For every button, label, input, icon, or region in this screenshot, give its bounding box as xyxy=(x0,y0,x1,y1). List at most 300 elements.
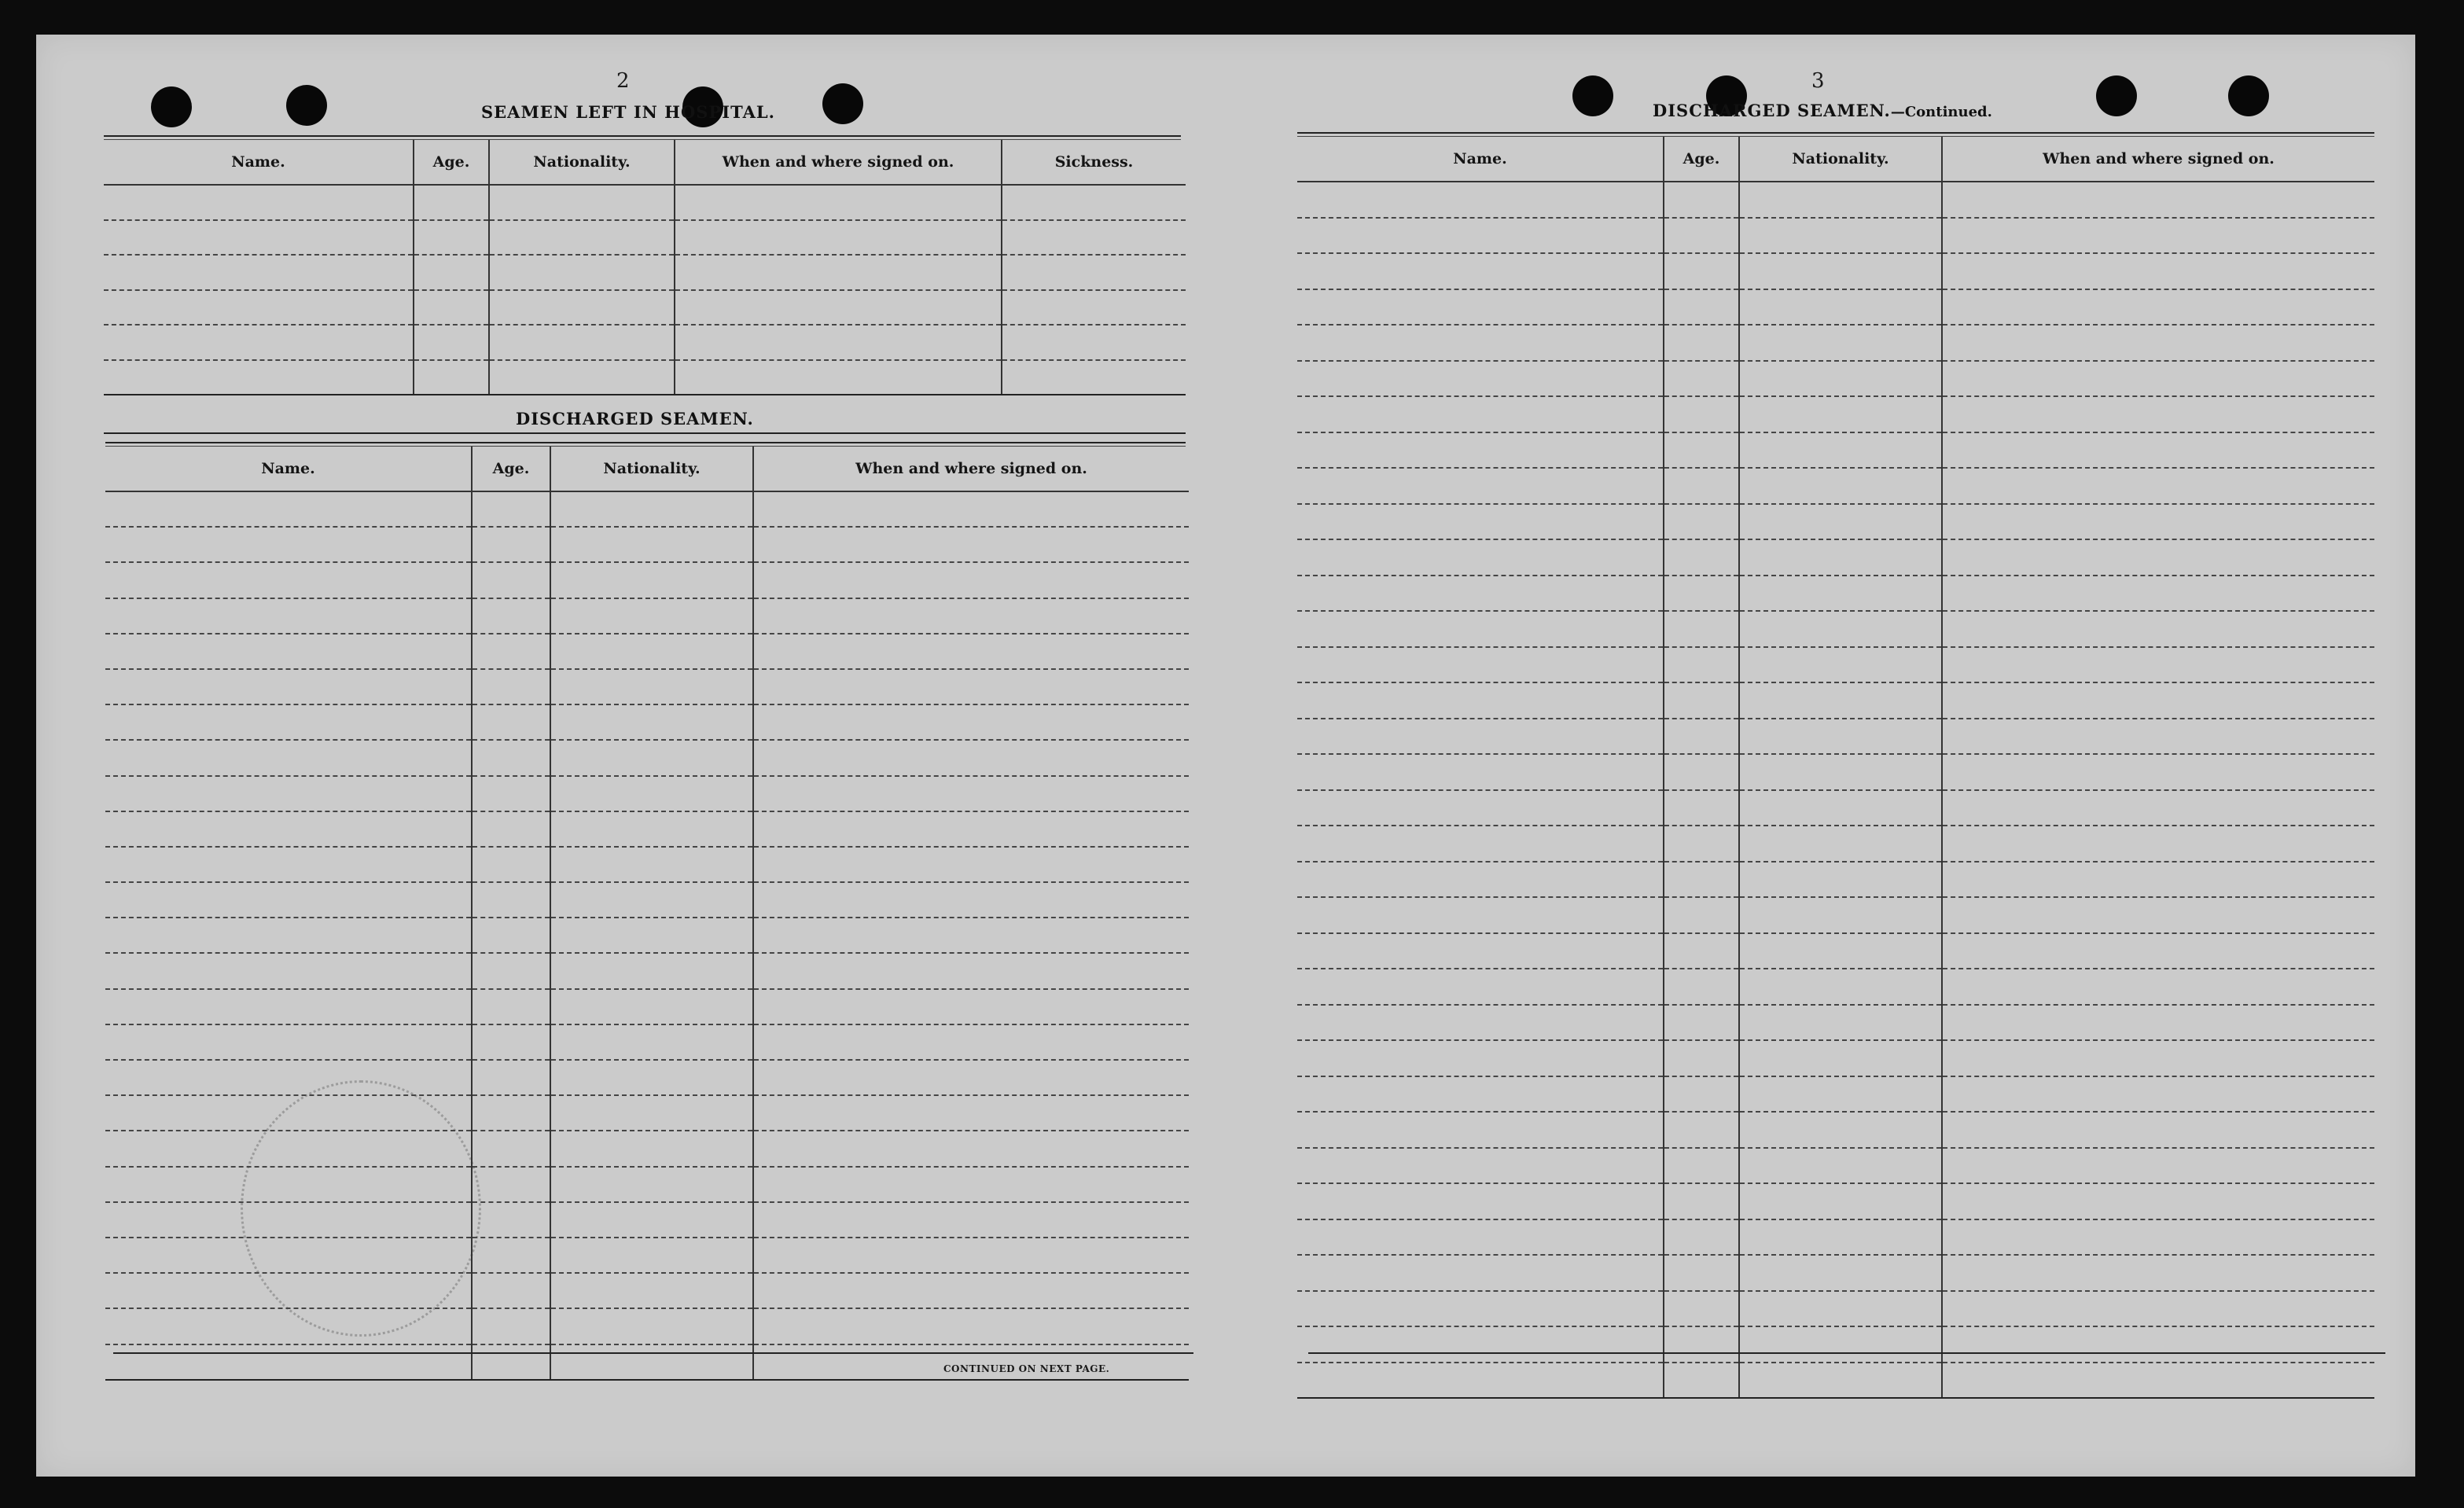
blank-cell xyxy=(1297,1291,1664,1327)
table-row xyxy=(1297,289,2374,326)
table-row xyxy=(105,1202,1189,1238)
blank-cell xyxy=(753,562,1189,598)
blank-cell xyxy=(1664,1326,1739,1363)
blank-cell xyxy=(550,634,753,669)
blank-cell xyxy=(1739,1219,1942,1256)
table-row xyxy=(105,1167,1189,1202)
column-header-age: Age. xyxy=(1664,137,1739,182)
blank-cell xyxy=(1942,539,2374,576)
table-row xyxy=(105,847,1189,882)
blank-cell xyxy=(489,290,675,326)
blank-cell xyxy=(104,360,414,395)
blank-cell xyxy=(675,290,1002,326)
blank-cell xyxy=(550,527,753,562)
blank-cell xyxy=(1942,719,2374,755)
blank-cell xyxy=(1664,719,1739,755)
blank-cell xyxy=(105,598,472,634)
table-row xyxy=(105,953,1189,988)
blank-cell xyxy=(1942,1040,2374,1076)
blank-cell xyxy=(1739,1076,1942,1113)
blank-cell xyxy=(472,1167,550,1202)
rule-bottom-left xyxy=(113,1352,1193,1354)
blank-cell xyxy=(1942,611,2374,647)
table-row xyxy=(1297,325,2374,361)
blank-cell xyxy=(753,776,1189,811)
table-row xyxy=(1297,862,2374,898)
blank-cell xyxy=(1002,220,1186,256)
table-row xyxy=(105,491,1189,527)
blank-cell xyxy=(105,740,472,775)
blank-cell xyxy=(1942,826,2374,862)
blank-cell xyxy=(753,1273,1189,1308)
blank-cell xyxy=(1664,647,1739,683)
table-row xyxy=(1297,253,2374,289)
blank-cell xyxy=(753,1202,1189,1238)
blank-cell xyxy=(1739,611,1942,647)
blank-cell xyxy=(472,1060,550,1095)
blank-cell xyxy=(472,598,550,634)
blank-cell xyxy=(104,255,414,290)
blank-cell xyxy=(1664,969,1739,1005)
table-row xyxy=(105,776,1189,811)
blank-cell xyxy=(1739,396,1942,432)
blank-cell xyxy=(1942,969,2374,1005)
table-row xyxy=(104,325,1186,360)
blank-cell xyxy=(1942,1326,2374,1363)
blank-cell xyxy=(489,325,675,360)
blank-cell xyxy=(550,1024,753,1060)
blank-cell xyxy=(1297,1326,1664,1363)
blank-cell xyxy=(1739,1326,1942,1363)
blank-cell xyxy=(550,776,753,811)
blank-cell xyxy=(105,527,472,562)
blank-cell xyxy=(1297,289,1664,326)
blank-cell xyxy=(753,1238,1189,1273)
blank-cell xyxy=(753,1024,1189,1060)
blank-cell xyxy=(105,918,472,953)
table-row xyxy=(105,989,1189,1024)
blank-cell xyxy=(1297,826,1664,862)
blank-cell xyxy=(1942,325,2374,361)
blank-cell xyxy=(1002,325,1186,360)
blank-cell xyxy=(1739,719,1942,755)
blank-cell xyxy=(104,290,414,326)
blank-cell xyxy=(414,290,489,326)
column-header-sickness: Sickness. xyxy=(1002,140,1186,185)
blank-cell xyxy=(1297,969,1664,1005)
table-row xyxy=(105,1308,1189,1344)
blank-cell xyxy=(1297,1005,1664,1041)
blank-cell xyxy=(414,185,489,220)
blank-cell xyxy=(105,1167,472,1202)
blank-cell xyxy=(1664,432,1739,469)
blank-cell xyxy=(472,1344,550,1380)
punch-hole xyxy=(822,83,863,124)
blank-cell xyxy=(1002,290,1186,326)
rule-mid-left xyxy=(104,432,1186,434)
blank-cell xyxy=(472,1095,550,1131)
blank-cell xyxy=(414,255,489,290)
rule-bottom-right xyxy=(1308,1352,2385,1354)
blank-cell xyxy=(105,1344,472,1380)
blank-cell xyxy=(675,325,1002,360)
blank-cell xyxy=(1664,1255,1739,1291)
blank-cell xyxy=(1942,647,2374,683)
blank-cell xyxy=(1664,790,1739,826)
blank-cell xyxy=(675,255,1002,290)
table-row xyxy=(1297,1112,2374,1148)
blank-cell xyxy=(550,669,753,704)
blank-cell xyxy=(472,953,550,988)
blank-cell xyxy=(105,882,472,918)
table-row xyxy=(1297,1076,2374,1113)
blank-cell xyxy=(550,1273,753,1308)
blank-cell xyxy=(1739,432,1942,469)
blank-cell xyxy=(1739,790,1942,826)
column-header-age: Age. xyxy=(414,140,489,185)
hospital-table xyxy=(104,140,1186,395)
blank-cell xyxy=(1297,396,1664,432)
blank-cell xyxy=(105,669,472,704)
blank-cell xyxy=(550,1202,753,1238)
blank-cell xyxy=(550,491,753,527)
blank-cell xyxy=(105,1060,472,1095)
blank-cell xyxy=(105,704,472,740)
table-row xyxy=(1297,969,2374,1005)
blank-cell xyxy=(550,1095,753,1131)
blank-cell xyxy=(1664,1076,1739,1113)
column-header-name: Name. xyxy=(1297,137,1664,182)
table-row xyxy=(1297,790,2374,826)
blank-cell xyxy=(1664,1005,1739,1041)
blank-cell xyxy=(550,562,753,598)
blank-cell xyxy=(1297,754,1664,790)
blank-cell xyxy=(1942,1291,2374,1327)
table-row xyxy=(1297,682,2374,719)
blank-cell xyxy=(1739,1112,1942,1148)
column-header-nationality: Nationality. xyxy=(550,447,753,491)
blank-cell xyxy=(1664,1219,1739,1256)
blank-cell xyxy=(1942,933,2374,969)
table-row xyxy=(104,185,1186,220)
blank-cell xyxy=(550,740,753,775)
blank-cell xyxy=(104,325,414,360)
blank-cell xyxy=(550,918,753,953)
blank-cell xyxy=(1297,862,1664,898)
blank-cell xyxy=(1739,682,1942,719)
blank-cell xyxy=(472,1238,550,1273)
blank-cell xyxy=(1664,576,1739,612)
blank-cell xyxy=(105,634,472,669)
blank-cell xyxy=(753,918,1189,953)
blank-cell xyxy=(472,669,550,704)
table-row xyxy=(105,740,1189,775)
table-row xyxy=(105,811,1189,847)
blank-cell xyxy=(1664,1291,1739,1327)
table-row xyxy=(1297,826,2374,862)
blank-cell xyxy=(1664,897,1739,933)
blank-cell xyxy=(550,1131,753,1166)
blank-cell xyxy=(1664,325,1739,361)
page-number-left: 2 xyxy=(616,69,630,93)
discharged-continued-table xyxy=(1297,137,2374,1399)
blank-cell xyxy=(550,882,753,918)
blank-cell xyxy=(753,527,1189,562)
blank-cell xyxy=(105,776,472,811)
table-row xyxy=(1297,1291,2374,1327)
blank-cell xyxy=(105,1024,472,1060)
rule-top-left xyxy=(104,135,1181,137)
blank-cell xyxy=(1664,1040,1739,1076)
blank-cell xyxy=(550,811,753,847)
blank-cell xyxy=(1664,253,1739,289)
blank-cell xyxy=(1942,1363,2374,1399)
blank-cell xyxy=(1942,1183,2374,1219)
blank-cell xyxy=(472,634,550,669)
blank-cell xyxy=(489,360,675,395)
table-row xyxy=(1297,1326,2374,1363)
blank-cell xyxy=(1739,754,1942,790)
blank-cell xyxy=(753,1060,1189,1095)
blank-cell xyxy=(675,360,1002,395)
table-row xyxy=(104,220,1186,256)
punch-hole xyxy=(2096,75,2137,116)
blank-cell xyxy=(472,1308,550,1344)
blank-cell xyxy=(1297,897,1664,933)
blank-cell xyxy=(1739,897,1942,933)
punch-hole xyxy=(2228,75,2269,116)
blank-cell xyxy=(1297,611,1664,647)
blank-cell xyxy=(1664,1148,1739,1184)
blank-cell xyxy=(105,847,472,882)
blank-cell xyxy=(1297,504,1664,540)
blank-cell xyxy=(1664,611,1739,647)
punch-hole xyxy=(286,85,327,126)
table-row xyxy=(104,290,1186,326)
blank-cell xyxy=(1297,1076,1664,1113)
rule-discharged-top xyxy=(105,442,1186,443)
blank-cell xyxy=(753,669,1189,704)
blank-cell xyxy=(753,1131,1189,1166)
blank-cell xyxy=(753,811,1189,847)
blank-cell xyxy=(414,360,489,395)
blank-cell xyxy=(105,1273,472,1308)
blank-cell xyxy=(105,1095,472,1131)
table-row xyxy=(1297,1183,2374,1219)
table-row xyxy=(105,918,1189,953)
page-number-right: 3 xyxy=(1811,69,1825,93)
blank-cell xyxy=(753,1167,1189,1202)
blank-cell xyxy=(1942,862,2374,898)
blank-cell xyxy=(1664,754,1739,790)
table-row xyxy=(1297,1363,2374,1399)
blank-cell xyxy=(1739,253,1942,289)
blank-cell xyxy=(1297,1183,1664,1219)
blank-cell xyxy=(1942,1112,2374,1148)
blank-cell xyxy=(1297,253,1664,289)
blank-cell xyxy=(472,527,550,562)
blank-cell xyxy=(1739,969,1942,1005)
punch-hole xyxy=(151,86,192,127)
blank-cell xyxy=(1942,1219,2374,1256)
table-row xyxy=(104,255,1186,290)
table-row xyxy=(1297,897,2374,933)
discharged-continued-title xyxy=(1653,101,1992,120)
blank-cell xyxy=(753,882,1189,918)
table-row xyxy=(1297,1219,2374,1256)
blank-cell xyxy=(1942,897,2374,933)
table-row xyxy=(1297,1255,2374,1291)
table-row xyxy=(1297,611,2374,647)
blank-cell xyxy=(1739,218,1942,254)
column-header-name: Name. xyxy=(105,447,472,491)
blank-cell xyxy=(550,989,753,1024)
blank-cell xyxy=(675,185,1002,220)
table-row xyxy=(105,1024,1189,1060)
table-row xyxy=(104,360,1186,395)
blank-cell xyxy=(1739,325,1942,361)
table-row xyxy=(105,634,1189,669)
blank-cell xyxy=(489,220,675,256)
blank-cell xyxy=(1942,504,2374,540)
blank-cell xyxy=(472,562,550,598)
blank-cell xyxy=(1739,1040,1942,1076)
blank-cell xyxy=(472,776,550,811)
table-row xyxy=(1297,182,2374,218)
blank-cell xyxy=(1664,1363,1739,1399)
table-row xyxy=(105,669,1189,704)
blank-cell xyxy=(1739,468,1942,504)
blank-cell xyxy=(1942,396,2374,432)
table-row xyxy=(105,1131,1189,1166)
blank-cell xyxy=(1942,289,2374,326)
blank-cell xyxy=(472,882,550,918)
blank-cell xyxy=(753,598,1189,634)
blank-cell xyxy=(472,847,550,882)
blank-cell xyxy=(550,1238,753,1273)
blank-cell xyxy=(1297,468,1664,504)
blank-cell xyxy=(1739,1363,1942,1399)
blank-cell xyxy=(1739,1005,1942,1041)
table-row xyxy=(105,1095,1189,1131)
blank-cell xyxy=(1297,432,1664,469)
blank-cell xyxy=(414,220,489,256)
table-row xyxy=(105,1273,1189,1308)
blank-cell xyxy=(1664,826,1739,862)
blank-cell xyxy=(1942,1005,2374,1041)
blank-cell xyxy=(753,491,1189,527)
blank-cell xyxy=(472,811,550,847)
blank-cell xyxy=(550,598,753,634)
blank-cell xyxy=(1297,576,1664,612)
blank-cell xyxy=(550,1167,753,1202)
blank-cell xyxy=(1664,539,1739,576)
blank-cell xyxy=(105,1308,472,1344)
table-row xyxy=(1297,539,2374,576)
blank-cell xyxy=(1297,361,1664,397)
blank-cell xyxy=(472,1273,550,1308)
punch-hole xyxy=(1572,75,1613,116)
blank-cell xyxy=(414,325,489,360)
blank-cell xyxy=(1664,1112,1739,1148)
column-header-nationality: Nationality. xyxy=(1739,137,1942,182)
table-row xyxy=(1297,719,2374,755)
table-row xyxy=(105,562,1189,598)
blank-cell xyxy=(550,953,753,988)
blank-cell xyxy=(1739,826,1942,862)
blank-cell xyxy=(1739,1148,1942,1184)
discharged-continued-title-suffix: —Continued. xyxy=(1890,104,1992,120)
table-row xyxy=(1297,1005,2374,1041)
table-row xyxy=(105,882,1189,918)
blank-cell xyxy=(1664,289,1739,326)
blank-cell xyxy=(1664,468,1739,504)
document-sheet xyxy=(36,35,2415,1477)
blank-cell xyxy=(105,1202,472,1238)
blank-cell xyxy=(550,1060,753,1095)
blank-cell xyxy=(1942,468,2374,504)
blank-cell xyxy=(1942,576,2374,612)
blank-cell xyxy=(1739,1291,1942,1327)
blank-cell xyxy=(1739,361,1942,397)
blank-cell xyxy=(489,255,675,290)
blank-cell xyxy=(1739,289,1942,326)
discharged-continued-title-main: DISCHARGED SEAMEN. xyxy=(1653,101,1891,120)
blank-cell xyxy=(105,491,472,527)
hospital-section-title: SEAMEN LEFT IN HOSPITAL. xyxy=(481,102,775,122)
blank-cell xyxy=(1297,682,1664,719)
blank-cell xyxy=(550,1308,753,1344)
column-header-signed-on: When and where signed on. xyxy=(1942,137,2374,182)
table-row xyxy=(1297,504,2374,540)
blank-cell xyxy=(105,989,472,1024)
blank-cell xyxy=(753,953,1189,988)
blank-cell xyxy=(1297,1363,1664,1399)
table-row xyxy=(1297,647,2374,683)
blank-cell xyxy=(1739,576,1942,612)
blank-cell xyxy=(1297,933,1664,969)
blank-cell xyxy=(1297,719,1664,755)
blank-cell xyxy=(472,918,550,953)
table-row xyxy=(1297,754,2374,790)
blank-cell xyxy=(753,740,1189,775)
blank-cell xyxy=(472,1024,550,1060)
blank-cell xyxy=(1297,539,1664,576)
rule-top-right xyxy=(1297,132,2374,134)
blank-cell xyxy=(472,740,550,775)
blank-cell xyxy=(1297,1219,1664,1256)
blank-cell xyxy=(1297,182,1664,218)
table-row xyxy=(1297,1040,2374,1076)
blank-cell xyxy=(1739,862,1942,898)
blank-cell xyxy=(489,185,675,220)
blank-cell xyxy=(1297,1040,1664,1076)
blank-cell xyxy=(1664,182,1739,218)
blank-cell xyxy=(1664,504,1739,540)
blank-cell xyxy=(1942,432,2374,469)
blank-cell xyxy=(1942,1255,2374,1291)
column-header-signed-on: When and where signed on. xyxy=(753,447,1189,491)
blank-cell xyxy=(1297,325,1664,361)
blank-cell xyxy=(105,1238,472,1273)
blank-cell xyxy=(753,704,1189,740)
table-row xyxy=(105,527,1189,562)
blank-cell xyxy=(753,1095,1189,1131)
blank-cell xyxy=(675,220,1002,256)
blank-cell xyxy=(1664,218,1739,254)
blank-cell xyxy=(1942,361,2374,397)
blank-cell xyxy=(1297,1255,1664,1291)
